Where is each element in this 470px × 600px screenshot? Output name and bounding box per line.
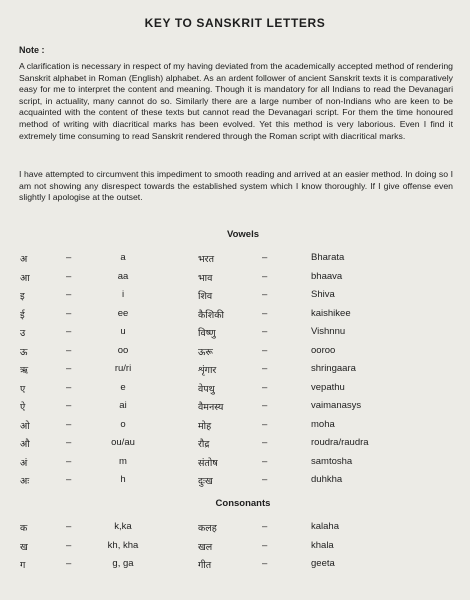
example-word: मोह — [198, 420, 212, 432]
example-word: कलह — [198, 523, 217, 534]
roman-equivalent: ee — [117, 307, 129, 319]
separator-dash: – — [66, 363, 72, 374]
example-word: भरत — [198, 254, 214, 265]
example-word: ऊरू — [198, 346, 213, 358]
example-word: विष्णु — [198, 328, 216, 339]
table-row — [0, 271, 470, 289]
roman-equivalent: u — [120, 326, 126, 337]
roman-equivalent: ai — [119, 400, 127, 411]
separator-dash: – — [66, 455, 72, 467]
sanskrit-letter: क — [20, 523, 28, 534]
separator-dash: – — [66, 400, 72, 411]
example-word: खल — [198, 541, 213, 553]
separator-dash: – — [66, 289, 72, 300]
vowels-heading: Vowels — [226, 229, 260, 240]
sanskrit-letter: आ — [20, 272, 30, 284]
transliteration: geeta — [311, 558, 335, 569]
separator-dash: – — [66, 344, 72, 356]
separator-dash: – — [66, 381, 72, 393]
roman-equivalent: kh, kha — [107, 539, 139, 551]
clarification-paragraph: A clarification is necessary in respect of my having deviated from the academically accepted method of rendering Sanskrit alphabet in Roman (English) alphabet. As an ardent follower of ancient Sanskrit texts it is comparatively easy for me to interpret the content and meaning. Though it is mandatory for all Indians to read the Devanagari script, in actuality, many cannot do so. Similarly there are a large number of non-Indians who are keen to be acquainted with the content of these texts but cannot read the Devanagari script. For them the time honoured method of writing with diacritical marks has been evolved. Yet this method is very laborious. Even I find it extremely time consuming to read Sanskrit rendered through the Roman script with diacritical marks. — [19, 61, 453, 141]
transliteration: khala — [311, 539, 334, 551]
example-word: संतोष — [198, 457, 218, 469]
table-row — [0, 419, 470, 437]
table-row — [0, 521, 470, 539]
page-title: KEY TO SANSKRIT LETTERS — [144, 16, 326, 30]
transliteration: roudra/raudra — [311, 437, 369, 448]
example-word: गीत — [198, 560, 212, 571]
separator-dash: – — [66, 437, 72, 448]
apology-paragraph: I have attempted to circumvent this impediment to smooth reading and arrived at an easier method. In doing so I am not showing any disrespect towards the established system which I know thoroughly. If I give offense even slightly I apologise at the outset. — [19, 169, 453, 203]
separator-dash: – — [262, 437, 268, 448]
roman-equivalent: oo — [117, 344, 129, 356]
table-row — [0, 400, 470, 418]
note-label: Note : — [19, 45, 45, 55]
roman-equivalent: a — [120, 252, 126, 263]
transliteration: vaimanasys — [311, 400, 362, 411]
table-row — [0, 456, 470, 474]
table-row — [0, 345, 470, 363]
roman-equivalent: o — [120, 418, 126, 430]
transliteration: moha — [311, 418, 335, 430]
transliteration: Bharata — [311, 252, 345, 263]
separator-dash: – — [66, 418, 72, 430]
transliteration: bhaava — [311, 270, 343, 282]
separator-dash: – — [262, 521, 268, 532]
sanskrit-letter: अः — [20, 476, 30, 487]
separator-dash: – — [262, 474, 268, 485]
sanskrit-letter: औ — [20, 439, 30, 450]
example-word: भाव — [198, 272, 213, 284]
example-word: दुःख — [198, 476, 213, 487]
separator-dash: – — [66, 539, 72, 551]
sanskrit-letter: ऐ — [20, 402, 26, 413]
transliteration: duhkha — [311, 474, 343, 485]
sanskrit-letter: ओ — [20, 420, 30, 432]
roman-equivalent: ou/au — [111, 437, 135, 448]
sanskrit-letter: ई — [20, 309, 25, 321]
transliteration: vepathu — [311, 381, 345, 393]
separator-dash: – — [66, 521, 72, 532]
transliteration: samtosha — [311, 455, 353, 467]
sanskrit-letter: ऊ — [20, 346, 28, 358]
separator-dash: – — [66, 270, 72, 282]
sanskrit-letter: अं — [20, 457, 28, 469]
transliteration: Vishnnu — [311, 326, 346, 337]
example-word: शिव — [198, 291, 213, 302]
table-row — [0, 540, 470, 558]
table-row — [0, 558, 470, 576]
example-word: रौद्र — [198, 439, 210, 450]
separator-dash: – — [262, 455, 268, 467]
separator-dash: – — [262, 400, 268, 411]
roman-equivalent: k,ka — [114, 521, 132, 532]
sanskrit-letter: ए — [20, 383, 26, 395]
sanskrit-letter: अ — [20, 254, 28, 265]
consonants-heading: Consonants — [215, 498, 271, 509]
sanskrit-letter: इ — [20, 291, 25, 302]
separator-dash: – — [66, 307, 72, 319]
separator-dash: – — [262, 558, 268, 569]
table-row — [0, 289, 470, 307]
separator-dash: – — [262, 326, 268, 337]
separator-dash: – — [66, 558, 72, 569]
transliteration: ooroo — [311, 344, 336, 356]
example-word: कैशिकी — [198, 309, 224, 321]
separator-dash: – — [262, 381, 268, 393]
separator-dash: – — [66, 474, 72, 485]
separator-dash: – — [262, 252, 268, 263]
separator-dash: – — [66, 326, 72, 337]
table-row — [0, 363, 470, 381]
table-row — [0, 437, 470, 455]
separator-dash: – — [262, 289, 268, 300]
roman-equivalent: ru/ri — [114, 363, 132, 374]
separator-dash: – — [262, 307, 268, 319]
roman-equivalent: aa — [117, 270, 129, 282]
roman-equivalent: g, ga — [112, 558, 134, 569]
transliteration: kaishikee — [311, 307, 351, 319]
table-row — [0, 308, 470, 326]
example-word: वेपथु — [198, 383, 215, 395]
transliteration: shringaara — [311, 363, 356, 374]
separator-dash: – — [262, 363, 268, 374]
transliteration: Shiva — [311, 289, 335, 300]
sanskrit-letter: उ — [20, 328, 26, 339]
transliteration: kalaha — [311, 521, 339, 532]
table-row — [0, 326, 470, 344]
separator-dash: – — [262, 344, 268, 356]
roman-equivalent: e — [120, 381, 126, 393]
separator-dash: – — [262, 270, 268, 282]
example-word: शृंगार — [198, 365, 217, 376]
roman-equivalent: i — [121, 289, 125, 300]
sanskrit-letter: ऋ — [20, 365, 29, 376]
sanskrit-letter: ख — [20, 541, 28, 553]
example-word: वैमनस्य — [198, 402, 224, 413]
separator-dash: – — [262, 418, 268, 430]
table-row — [0, 382, 470, 400]
separator-dash: – — [66, 252, 72, 263]
sanskrit-letter: ग — [20, 560, 26, 571]
table-row — [0, 474, 470, 492]
table-row — [0, 252, 470, 270]
separator-dash: – — [262, 539, 268, 551]
roman-equivalent: m — [119, 455, 127, 467]
roman-equivalent: h — [120, 474, 126, 485]
